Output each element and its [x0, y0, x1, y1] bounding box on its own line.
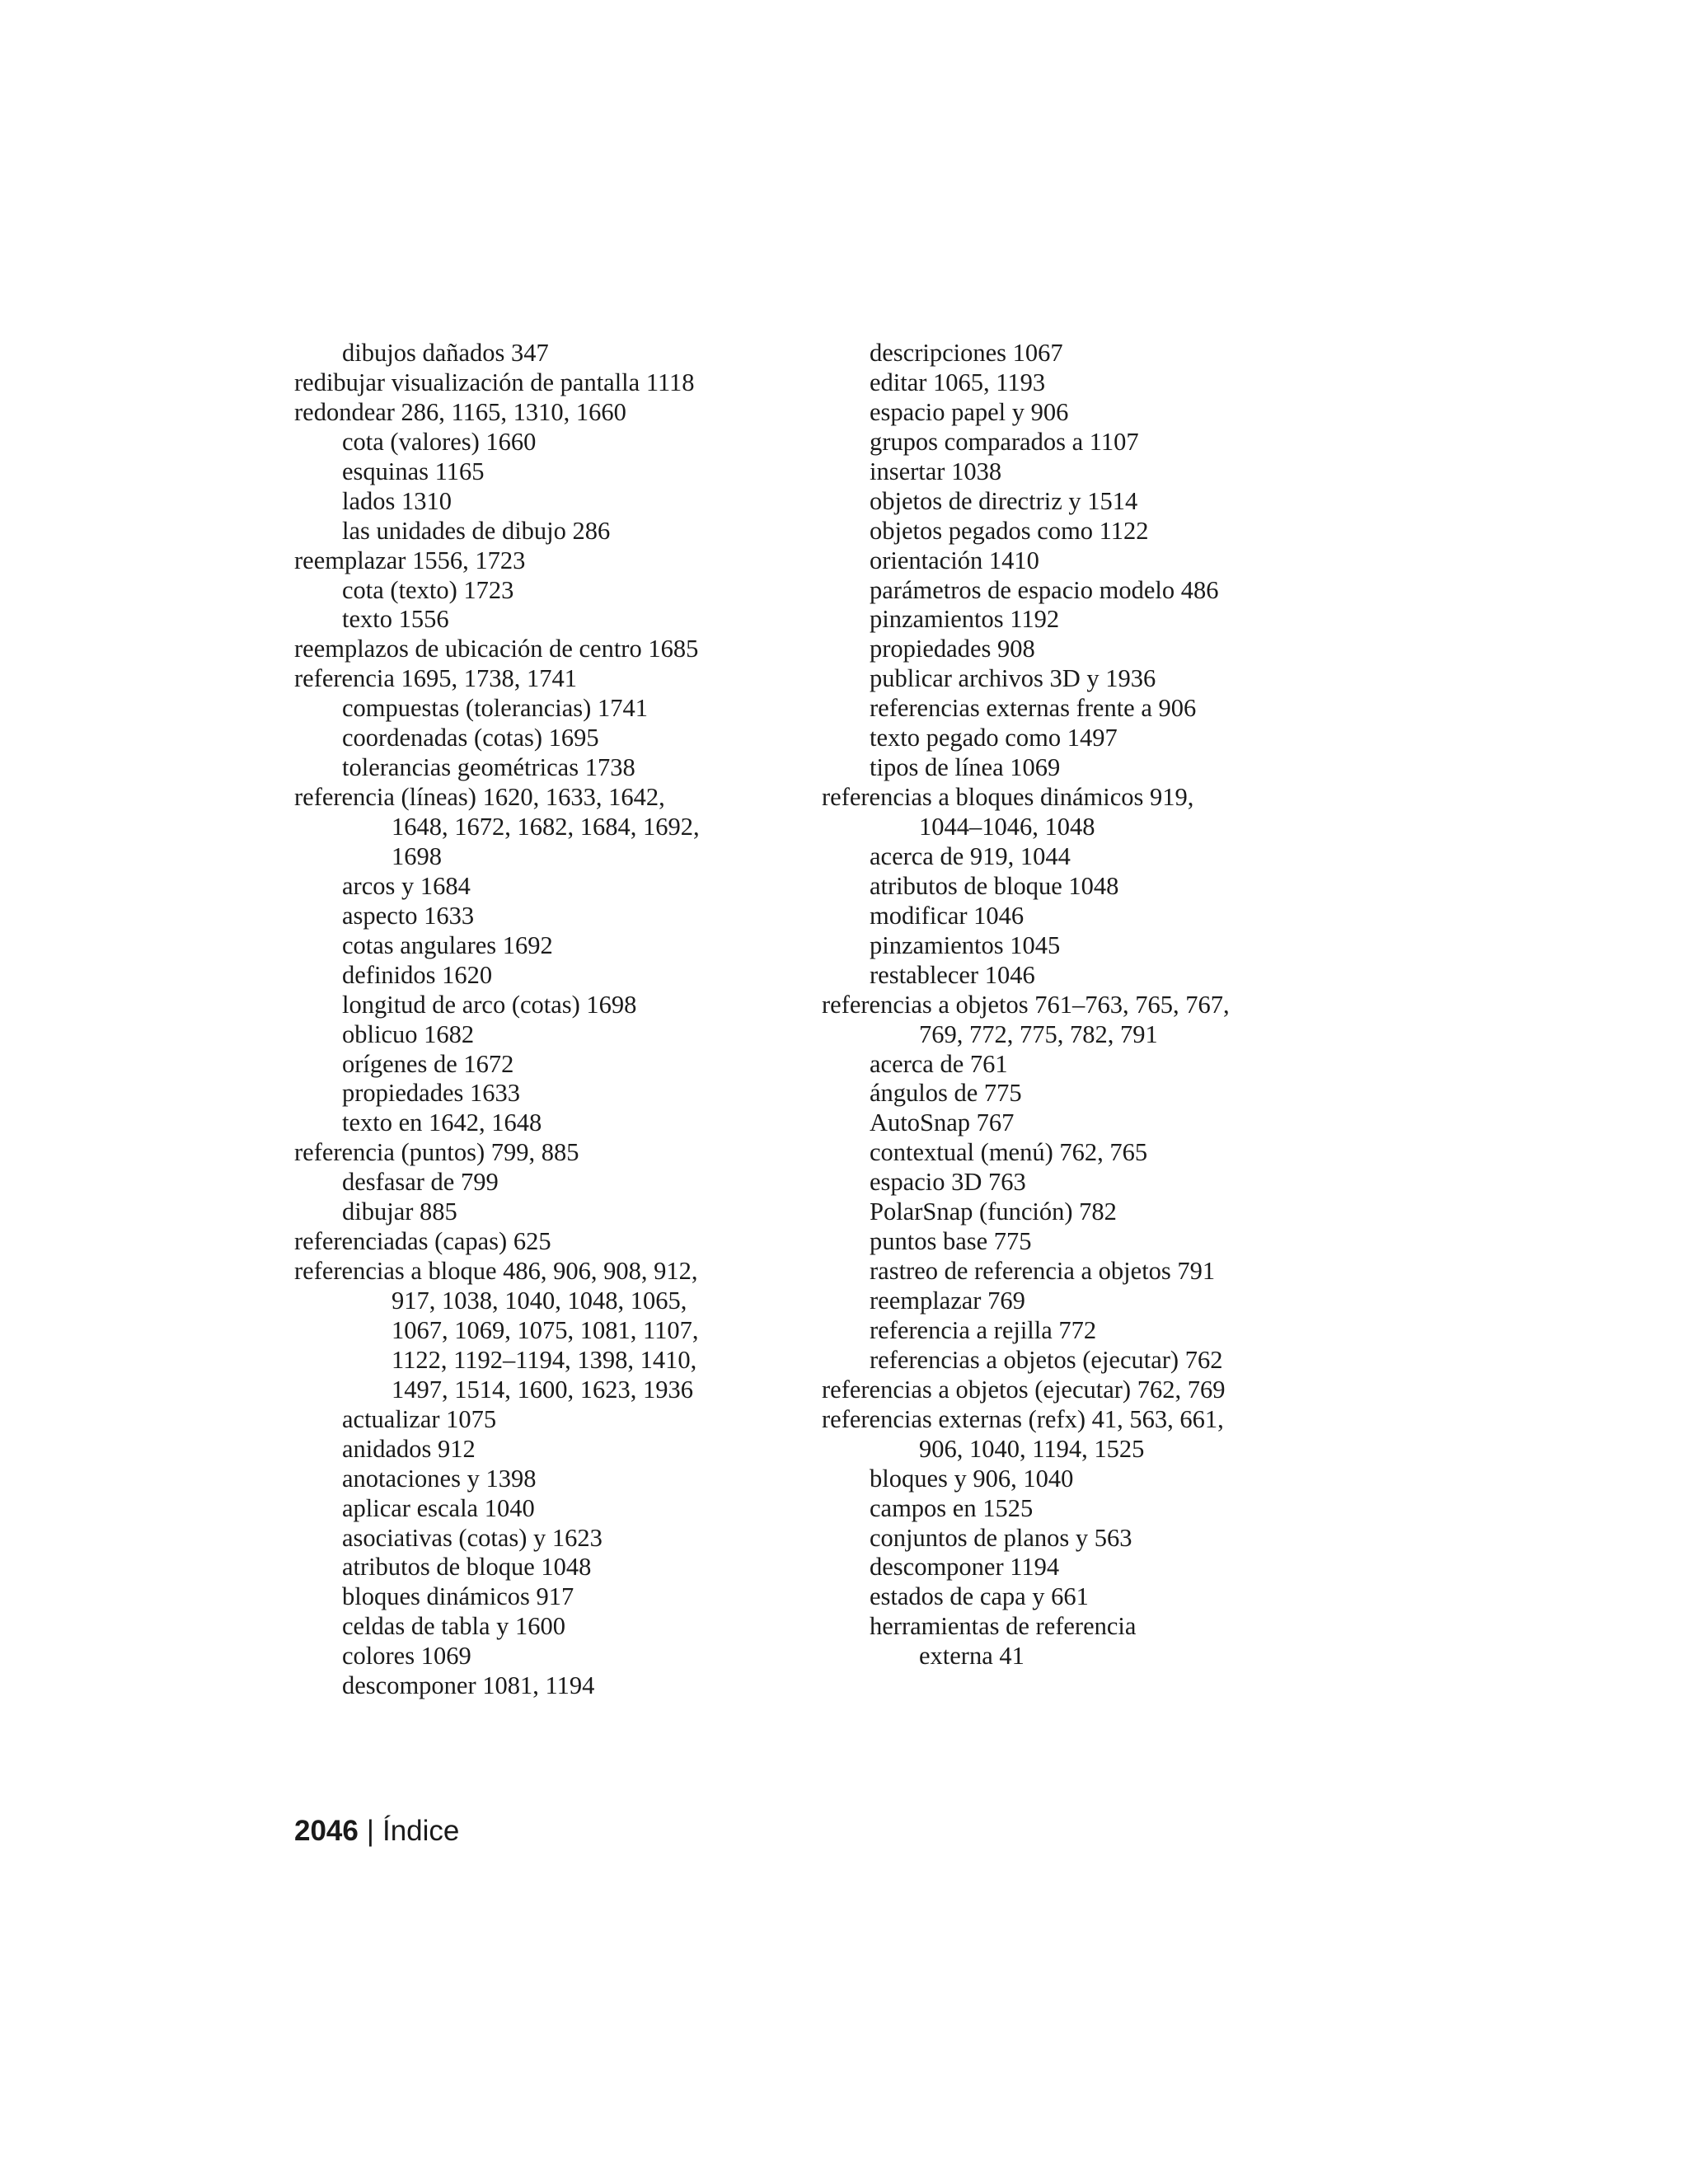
- index-entry: bloques dinámicos 917: [342, 1582, 574, 1611]
- index-entry: publicar archivos 3D y 1936: [870, 664, 1156, 693]
- index-entry: pinzamientos 1045: [870, 930, 1061, 959]
- index-column-right: [822, 339, 1230, 1671]
- index-entry: tipos de línea 1069: [870, 753, 1061, 782]
- index-entry: contextual (menú) 762, 765: [870, 1138, 1148, 1167]
- index-entry: tolerancias geométricas 1738: [342, 753, 635, 782]
- index-entry: AutoSnap 767: [870, 1108, 1015, 1137]
- index-entry: ángulos de 775: [870, 1079, 1022, 1108]
- index-entry: anidados 912: [342, 1434, 476, 1463]
- index-entry: reemplazar 769: [870, 1286, 1025, 1315]
- index-entry: reemplazar 1556, 1723: [294, 546, 526, 574]
- index-entry: lados 1310: [342, 486, 452, 515]
- section-title: Índice: [382, 1815, 460, 1847]
- index-entry: rastreo de referencia a objetos 791: [870, 1257, 1216, 1286]
- index-entry: 1497, 1514, 1600, 1623, 1936: [392, 1375, 693, 1404]
- index-entry: esquinas 1165: [342, 457, 485, 485]
- index-entry: 1067, 1069, 1075, 1081, 1107,: [392, 1315, 699, 1344]
- index-entry: referencia a rejilla 772: [870, 1315, 1097, 1344]
- index-entry: cota (texto) 1723: [342, 575, 514, 604]
- index-entry: espacio 3D 763: [870, 1168, 1026, 1197]
- index-entry: campos en 1525: [870, 1493, 1034, 1522]
- index-entry: PolarSnap (función) 782: [870, 1197, 1117, 1226]
- index-entry: aplicar escala 1040: [342, 1493, 535, 1522]
- index-entry: reemplazos de ubicación de centro 1685: [294, 635, 699, 663]
- index-entry: redibujar visualización de pantalla 1118: [294, 368, 695, 396]
- index-entry: puntos base 775: [870, 1227, 1032, 1256]
- index-entry: arcos y 1684: [342, 871, 471, 900]
- index-entry: referencias a bloques dinámicos 919,: [822, 783, 1194, 812]
- page-number: 2046: [294, 1815, 359, 1847]
- index-entry: 1044–1046, 1048: [919, 813, 1095, 841]
- index-entry: atributos de bloque 1048: [342, 1553, 592, 1582]
- index-entry: colores 1069: [342, 1642, 471, 1671]
- index-entry: objetos de directriz y 1514: [870, 486, 1138, 515]
- index-entry: cota (valores) 1660: [342, 427, 537, 456]
- index-entry: bloques y 906, 1040: [870, 1464, 1074, 1493]
- index-entry: texto 1556: [342, 605, 449, 634]
- index-entry: desfasar de 799: [342, 1168, 499, 1197]
- index-entry: descripciones 1067: [870, 339, 1063, 367]
- index-entry: referencias a objetos 761–763, 765, 767,: [822, 990, 1230, 1019]
- index-entry: oblicuo 1682: [342, 1019, 475, 1048]
- index-entry: compuestas (tolerancias) 1741: [342, 694, 648, 723]
- index-entry: definidos 1620: [342, 960, 493, 989]
- index-entry: asociativas (cotas) y 1623: [342, 1523, 603, 1552]
- index-entry: aspecto 1633: [342, 901, 475, 930]
- index-entry: referencias a objetos (ejecutar) 762, 769: [822, 1375, 1226, 1404]
- index-column-left: [294, 339, 700, 1701]
- index-entry: conjuntos de planos y 563: [870, 1523, 1132, 1552]
- index-entry: orígenes de 1672: [342, 1049, 514, 1078]
- index-entry: anotaciones y 1398: [342, 1464, 537, 1493]
- index-entry: descomponer 1081, 1194: [342, 1671, 595, 1700]
- index-entry: acerca de 761: [870, 1049, 1008, 1078]
- index-entry: dibujos dañados 347: [342, 339, 549, 367]
- index-entry: referencia (líneas) 1620, 1633, 1642,: [294, 783, 665, 812]
- index-entry: propiedades 1633: [342, 1079, 520, 1108]
- index-entry: 906, 1040, 1194, 1525: [919, 1434, 1145, 1463]
- index-entry: actualizar 1075: [342, 1404, 497, 1433]
- index-entry: orientación 1410: [870, 546, 1039, 574]
- index-entry: grupos comparados a 1107: [870, 427, 1139, 456]
- index-entry: dibujar 885: [342, 1197, 457, 1226]
- index-entry: cotas angulares 1692: [342, 930, 553, 959]
- index-entry: editar 1065, 1193: [870, 368, 1046, 396]
- index-entry: insertar 1038: [870, 457, 1002, 485]
- index-entry: descomponer 1194: [870, 1553, 1060, 1582]
- index-entry: objetos pegados como 1122: [870, 516, 1149, 545]
- index-entry: propiedades 908: [870, 635, 1035, 663]
- index-entry: parámetros de espacio modelo 486: [870, 575, 1219, 604]
- index-entry: texto pegado como 1497: [870, 724, 1118, 752]
- index-entry: restablecer 1046: [870, 960, 1035, 989]
- index-entry: 769, 772, 775, 782, 791: [919, 1019, 1158, 1048]
- index-entry: referencias a objetos (ejecutar) 762: [870, 1345, 1223, 1374]
- index-entry: espacio papel y 906: [870, 397, 1069, 426]
- index-entry: referencias externas (refx) 41, 563, 661,: [822, 1404, 1224, 1433]
- index-entry: estados de capa y 661: [870, 1582, 1089, 1611]
- index-entry: herramientas de referencia: [870, 1612, 1137, 1641]
- index-entry: 1698: [392, 841, 442, 870]
- index-entry: pinzamientos 1192: [870, 605, 1060, 634]
- index-entry: referencia 1695, 1738, 1741: [294, 664, 578, 693]
- index-entry: referencia (puntos) 799, 885: [294, 1138, 579, 1167]
- page-footer: [294, 1813, 459, 1849]
- index-entry: referencias externas frente a 906: [870, 694, 1197, 723]
- index-entry: longitud de arco (cotas) 1698: [342, 990, 637, 1019]
- index-entry: redondear 286, 1165, 1310, 1660: [294, 397, 626, 426]
- index-entry: texto en 1642, 1648: [342, 1108, 542, 1137]
- index-entry: modificar 1046: [870, 901, 1025, 930]
- index-entry: acerca de 919, 1044: [870, 841, 1071, 870]
- index-entry: referencias a bloque 486, 906, 908, 912,: [294, 1257, 698, 1286]
- footer-separator: |: [366, 1815, 374, 1847]
- index-entry: 917, 1038, 1040, 1048, 1065,: [392, 1286, 687, 1315]
- index-entry: 1648, 1672, 1682, 1684, 1692,: [392, 813, 700, 841]
- index-entry: celdas de tabla y 1600: [342, 1612, 566, 1641]
- index-entry: 1122, 1192–1194, 1398, 1410,: [392, 1345, 697, 1374]
- index-entry: externa 41: [919, 1642, 1025, 1671]
- index-entry: atributos de bloque 1048: [870, 871, 1119, 900]
- index-entry: referenciadas (capas) 625: [294, 1227, 551, 1256]
- index-entry: coordenadas (cotas) 1695: [342, 724, 599, 752]
- index-entry: las unidades de dibujo 286: [342, 516, 611, 545]
